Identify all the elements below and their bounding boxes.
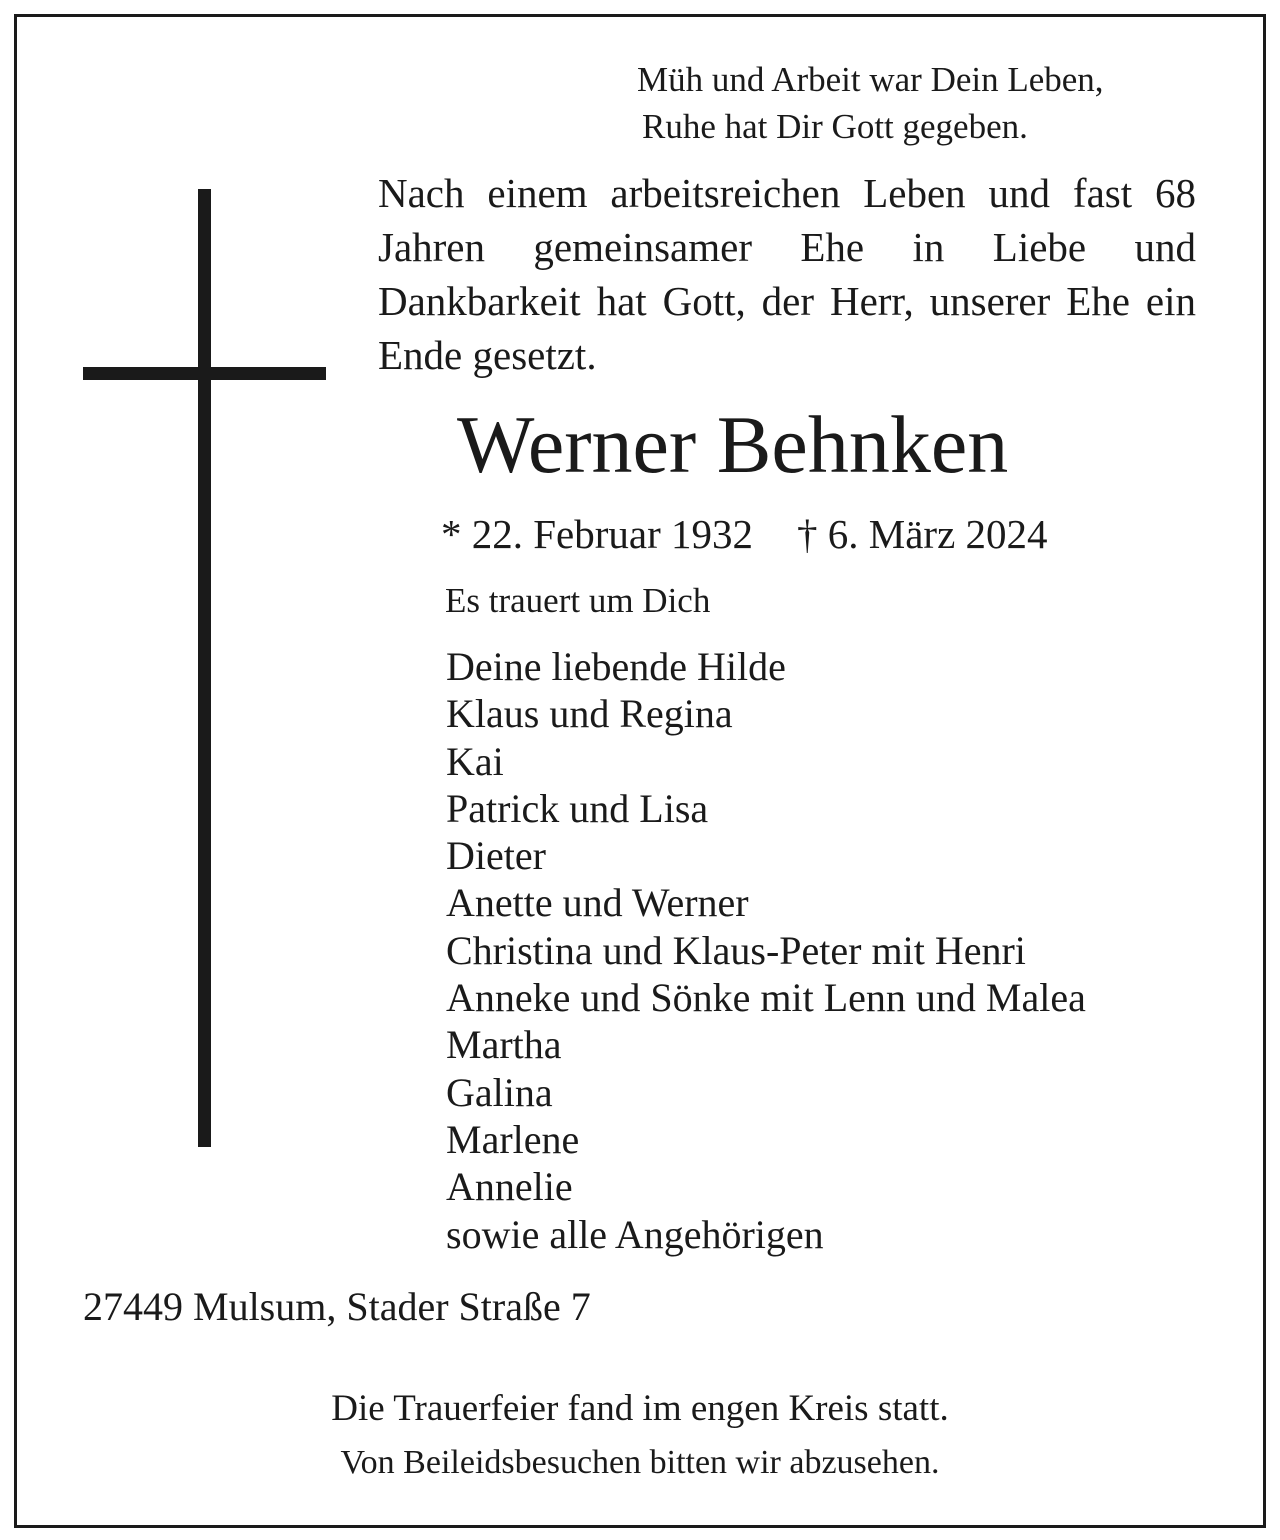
mourners-list [446, 643, 1086, 1258]
deceased-name: Werner Behnken [457, 399, 1009, 490]
mourner-item: Anette und Werner [446, 880, 749, 926]
mourning-intro: Es trauert um Dich [445, 581, 711, 620]
address: 27449 Mulsum, Stader Straße 7 [83, 1284, 591, 1329]
closing-line-1: Die Trauerfeier fand im engen Kreis statt. [331, 1388, 949, 1429]
cross-vertical-bar [198, 189, 211, 1147]
mourner-item: Dieter [446, 833, 546, 879]
cross-horizontal-bar [83, 367, 326, 380]
mourner-item: Martha [446, 1022, 562, 1068]
mourner-item: Anneke und Sönke mit Lenn und Malea [446, 975, 1086, 1021]
life-dates [441, 509, 1048, 559]
mourner-item: Patrick und Lisa [446, 785, 709, 831]
mourner-item: Marlene [446, 1116, 580, 1162]
mourner-item: Christina und Klaus-Peter mit Henri [446, 927, 1026, 973]
intro-text: Nach einem arbeitsreichen Leben und fast 68 Jahren gemeinsamer Ehe in Liebe und Dankbarkeit hat Gott, der Herr, unserer Ehe ein Ende gesetzt. [378, 170, 1196, 378]
mourner-item: Galina [446, 1069, 553, 1115]
mourner-item: Annelie [446, 1164, 573, 1210]
verse-line-2: Ruhe hat Dir Gott gegeben. [642, 107, 1028, 146]
mourner-item: sowie alle Angehörigen [446, 1211, 824, 1257]
mourner-item: Klaus und Regina [446, 691, 733, 737]
verse-line-1: Müh und Arbeit war Dein Leben, [637, 60, 1104, 99]
death-date: † 6. März 2024 [797, 511, 1048, 557]
birth-date: * 22. Februar 1932 [441, 511, 754, 557]
closing-line-2: Von Beileidsbesuchen bitten wir abzusehen. [340, 1444, 940, 1481]
mourner-item: Deine liebende Hilde [446, 644, 786, 689]
mourner-item: Kai [446, 738, 504, 784]
